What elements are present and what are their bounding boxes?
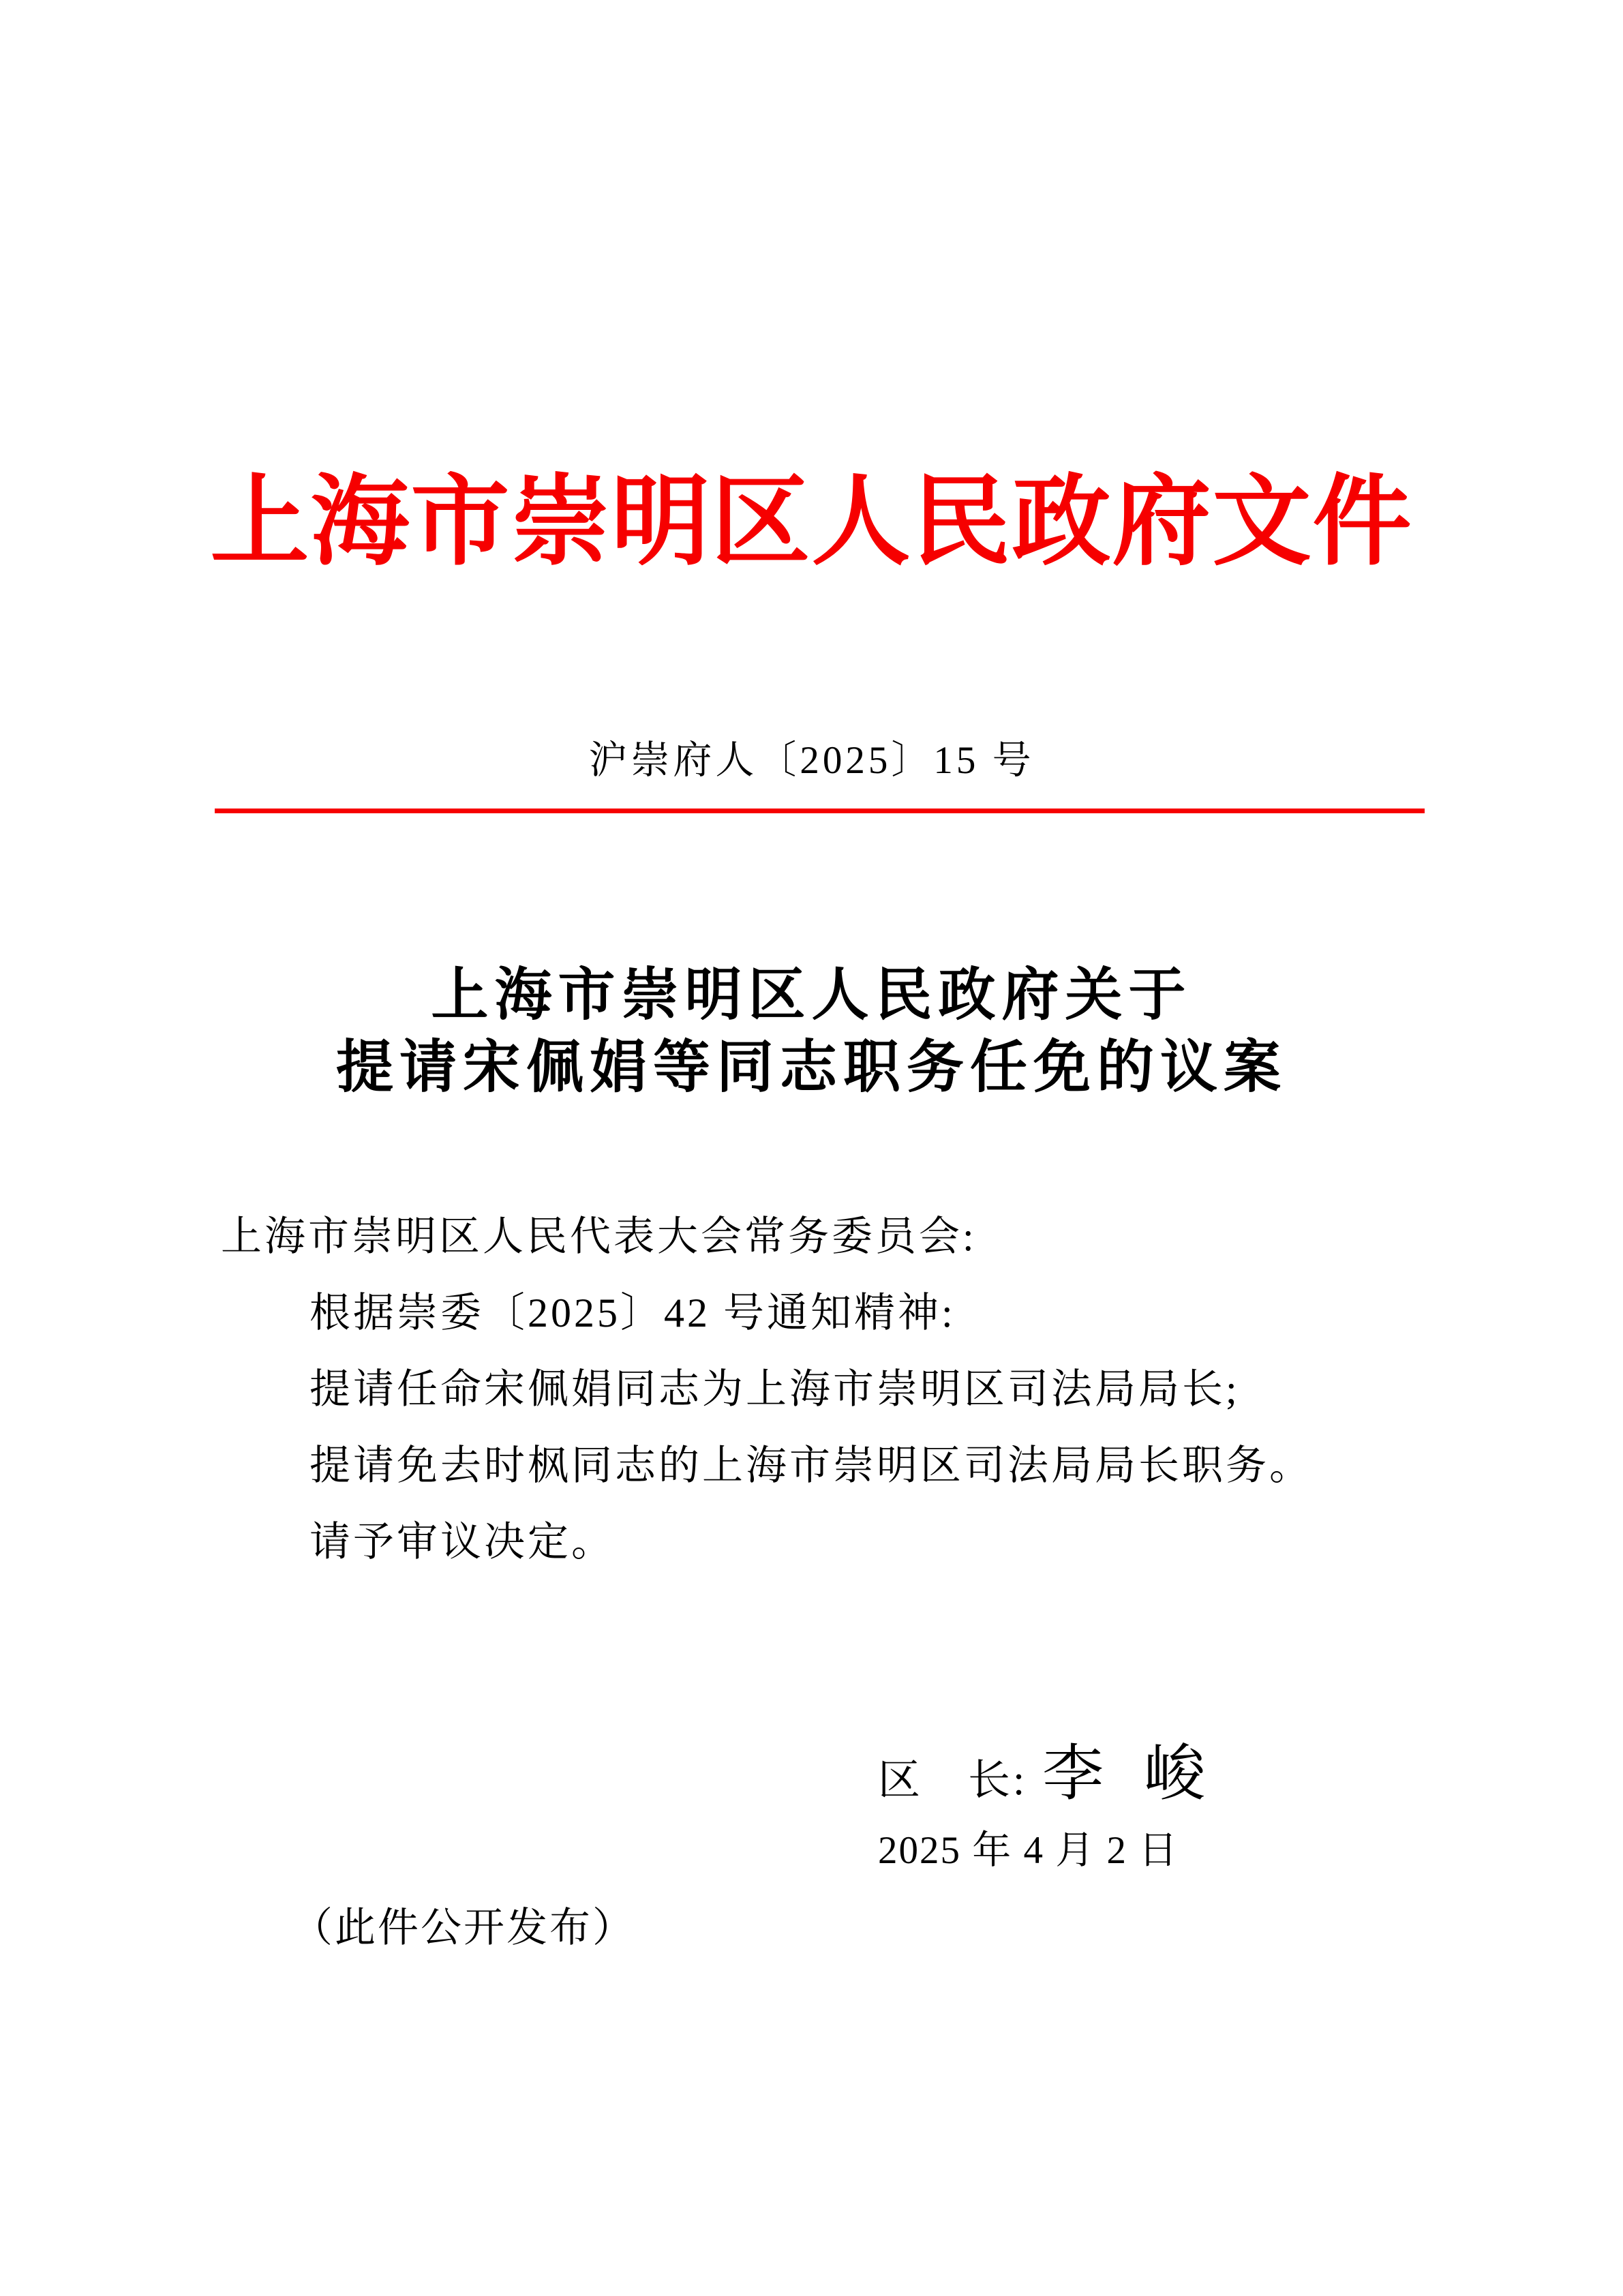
body-paragraph-removal: 提请免去时枫同志的上海市崇明区司法局局长职务。 xyxy=(309,1443,1313,1488)
document-title-line-2: 提请宋佩娟等同志职务任免的议案 xyxy=(335,1036,1287,1100)
letterhead-org-title: 上海市崇明区人民政府文件 xyxy=(210,468,1413,577)
red-separator-rule xyxy=(215,809,1425,813)
document-title-line-1: 上海市崇明区人民政府关于 xyxy=(431,964,1192,1027)
signer-name: 李 峻 xyxy=(1042,1740,1207,1808)
document-title xyxy=(0,960,1623,1104)
signature-date: 2025 年 4 月 2 日 xyxy=(878,1829,1179,1872)
public-release-note: （此件公开发布） xyxy=(292,1905,635,1950)
document-number: 沪崇府人〔2025〕15 号 xyxy=(588,739,1035,782)
salutation-line: 上海市崇明区人民代表大会常务委员会: xyxy=(221,1214,977,1259)
signature-block xyxy=(878,1723,1207,1812)
body-paragraph-basis: 根据崇委〔2025〕42 号通知精神: xyxy=(309,1290,956,1335)
document-body xyxy=(221,1198,1421,1580)
body-paragraph-appointment: 提请任命宋佩娟同志为上海市崇明区司法局局长; xyxy=(309,1367,1240,1412)
signer-role-label: 区 长: xyxy=(878,1757,1028,1804)
body-paragraph-closing: 请予审议决定。 xyxy=(309,1520,615,1565)
